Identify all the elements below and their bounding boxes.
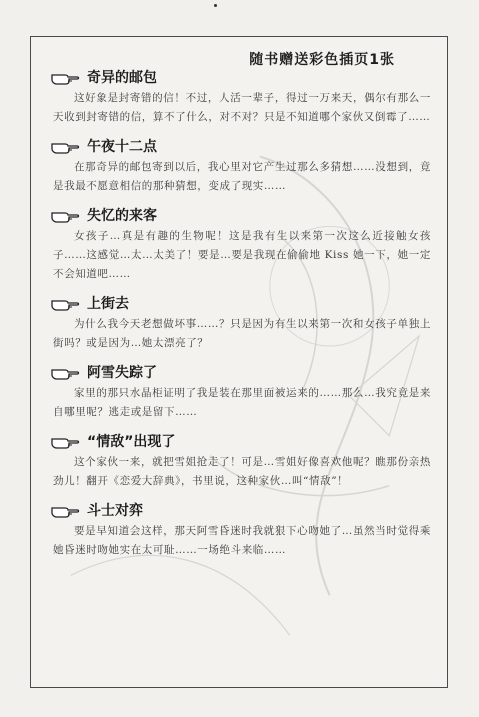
- page-mark: [214, 4, 217, 7]
- section-body: 女孩子…真是有趣的生物呢！这是我有生以来第一次这么近接触女孩子……这感觉…太…太美了！要是…要是我现在偷偷地 Kiss 她一下，她一定不会知道吧……: [53, 230, 431, 280]
- section-title: 上街去: [87, 296, 129, 312]
- section-title-row: [51, 205, 435, 225]
- section-title-row: [51, 500, 435, 520]
- section-item: [51, 362, 435, 422]
- pointing-hand-icon: [51, 365, 81, 379]
- section-item: [51, 293, 435, 353]
- pointing-hand-icon: [51, 503, 81, 517]
- page-frame: [30, 36, 448, 688]
- section-title: “情敌”出现了: [87, 434, 176, 450]
- section-body: 要是早知道会这样，那天阿雪昏迷时我就狠下心吻她了…虽然当时觉得乘她昏迷时吻她实在太可耻……一场绝斗来临……: [53, 525, 431, 556]
- section-title: 奇异的邮包: [87, 70, 157, 86]
- section-item: [51, 500, 435, 560]
- pointing-hand-icon: [51, 296, 81, 310]
- section-item: [51, 136, 435, 196]
- section-title-row: [51, 293, 435, 313]
- pointing-hand-icon: [51, 139, 81, 153]
- section-title-row: [51, 431, 435, 451]
- pointing-hand-icon: [51, 208, 81, 222]
- section-body: 为什么我今天老想做坏事……？只是因为有生以来第一次和女孩子单独上街吗？或是因为…她太漂亮了？: [53, 318, 431, 349]
- section-body: 家里的那只水晶柜证明了我是装在那里面被运来的……那么…我究竟是来自哪里呢？逃走或是留下……: [53, 387, 431, 418]
- section-title-row: [51, 67, 435, 87]
- pointing-hand-icon: [51, 434, 81, 448]
- section-item: [51, 67, 435, 127]
- page-header: 随书赠送彩色插页1张: [249, 52, 395, 68]
- section-body: 在那奇异的邮包寄到以后，我心里对它产生过那么多猜想……没想到，竟是我最不愿意相信的那种猜想，变成了现实……: [53, 161, 431, 192]
- section-item: [51, 205, 435, 284]
- section-list: [51, 67, 435, 569]
- section-title: 阿雪失踪了: [87, 365, 157, 381]
- section-body: 这好象是封寄错的信！不过，人活一辈子，得过一万来天，偶尔有那么一天收到封寄错的信，算不了什么，对不对？只是不知道哪个家伙又倒霉了……: [53, 92, 431, 123]
- section-item: [51, 431, 435, 491]
- section-title-row: [51, 136, 435, 156]
- section-title: 斗士对弈: [87, 503, 143, 519]
- section-body: 这个家伙一来，就把雪姐抢走了！可是…雪姐好像喜欢他呢？瞧那份亲热劲儿！翻开《恋爱大辞典》，书里说，这种家伙…叫“情敌”！: [53, 456, 431, 487]
- section-title: 午夜十二点: [87, 139, 157, 155]
- section-title: 失忆的来客: [87, 208, 157, 224]
- section-title-row: [51, 362, 435, 382]
- pointing-hand-icon: [51, 70, 81, 84]
